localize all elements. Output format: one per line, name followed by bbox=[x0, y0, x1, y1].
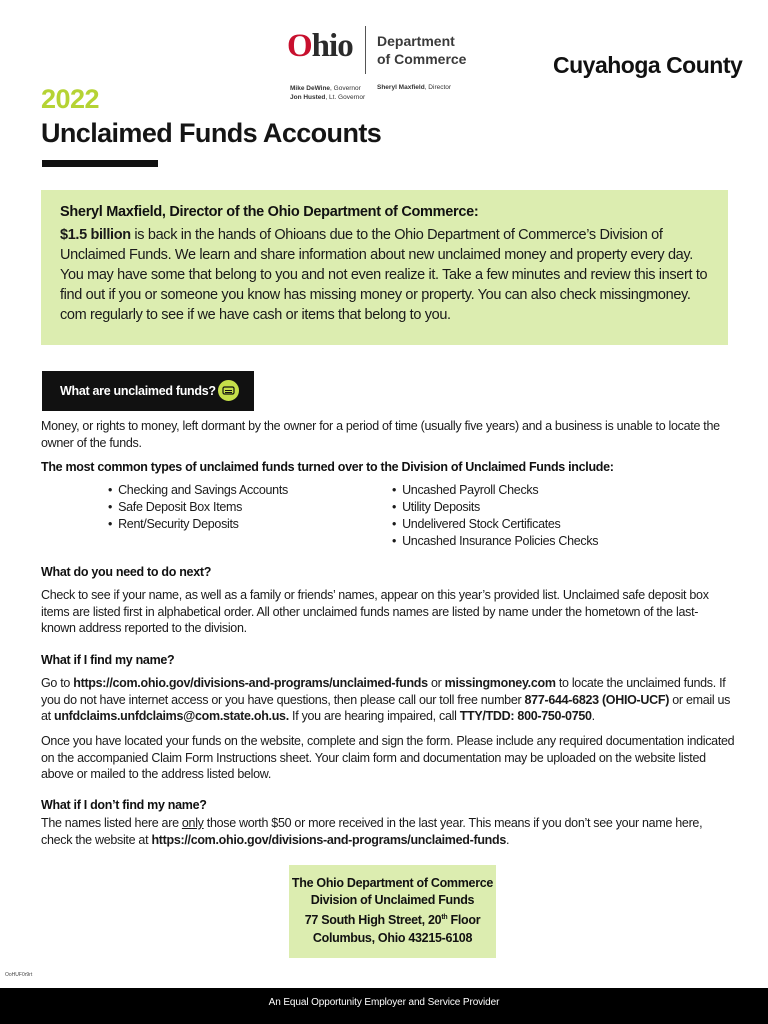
list-item: • Rent/Security Deposits bbox=[108, 516, 288, 533]
find-text: or bbox=[427, 676, 445, 690]
email-address[interactable]: unfdclaims.unfdclaims@com.state.oh.us. bbox=[54, 709, 289, 723]
intro-body bbox=[60, 225, 708, 325]
types-list-left bbox=[108, 482, 288, 533]
lt-governor-name: Jon Husted bbox=[290, 94, 326, 101]
document-code: OoHUF0r9rt bbox=[5, 972, 33, 978]
not-find-text: . bbox=[505, 832, 510, 847]
director-name: Sheryl Maxfield bbox=[377, 84, 425, 91]
next-body: Check to see if your name, as well as a family or friends’ names, appear on this year’s provided list. Unclaimed safe deposit box items are listed first in alphabetical order. All other unclaimed funds names are listed by name under the hometown of the last-known address reported to the division. bbox=[41, 588, 709, 635]
footer-text: An Equal Opportunity Employer and Service Provider bbox=[268, 997, 500, 1008]
not-find-text: those worth $50 or more received in the last year. This means if you don’t see your name here, check the website at bbox=[41, 816, 703, 847]
definition-text: Money, or rights to money, left dormant by the owner for a period of time (usually five years) and a business is unable to locate the owner of the funds. bbox=[41, 419, 720, 450]
page-title: Unclaimed Funds Accounts bbox=[41, 118, 382, 148]
what-are-unclaimed-funds-label bbox=[42, 371, 254, 411]
officials-names bbox=[290, 84, 365, 102]
governor-name: Mike DeWine bbox=[290, 85, 331, 92]
find-text: If you are hearing impaired, call bbox=[288, 709, 460, 723]
intro-box bbox=[41, 190, 728, 345]
logo-dept-line2: of Commerce bbox=[377, 51, 467, 67]
find-text: . bbox=[591, 709, 595, 723]
address-ordinal: th bbox=[441, 914, 448, 922]
logo-dept-line1: Department bbox=[377, 33, 455, 49]
list-item: • Utility Deposits bbox=[392, 499, 598, 516]
address-line: Division of Unclaimed Funds bbox=[310, 893, 475, 908]
not-find-text: The names listed here are bbox=[41, 816, 182, 830]
director-role: , Director bbox=[424, 84, 452, 91]
types-heading: The most common types of unclaimed funds turned over to the Division of Unclaimed Funds include: bbox=[41, 460, 614, 474]
county-name: Cuyahoga County bbox=[553, 52, 743, 78]
address-floor: Floor bbox=[447, 913, 481, 928]
list-item: • Safe Deposit Box Items bbox=[108, 499, 288, 516]
governor-role: , Governor bbox=[330, 85, 361, 92]
address-line: The Ohio Department of Commerce bbox=[291, 876, 494, 890]
money-bag-icon-glyph bbox=[222, 384, 235, 397]
section-label-text: What are unclaimed funds? bbox=[60, 384, 216, 398]
title-underline bbox=[42, 160, 158, 167]
address-street: 77 South High Street, 20 bbox=[304, 913, 442, 928]
address-line bbox=[289, 909, 496, 929]
find-text: to locate the unclaimed funds. If you do not have internet access or you have questions, then please call our toll free number bbox=[41, 676, 726, 707]
lt-governor-role: , Lt. Governor bbox=[325, 94, 366, 101]
find-para2: Once you have located your funds on the website, complete and sign the form. Please include any required documentation indicated on the accompanied Claim Form Instructions sheet. Your claim form and documentation may be uploaded on the website listed above or mailed to the address listed below. bbox=[41, 734, 735, 781]
next-heading: What do you need to do next? bbox=[41, 565, 212, 579]
logo-divider bbox=[365, 26, 366, 74]
list-item: • Uncashed Payroll Checks bbox=[392, 482, 598, 499]
ohio-logo-o: O bbox=[287, 28, 312, 64]
website-link[interactable]: https://com.ohio.gov/divisions-and-programs/unclaimed-funds bbox=[151, 832, 506, 847]
intro-amount: $1.5 billion bbox=[60, 227, 131, 243]
list-item: • Uncashed Insurance Policies Checks bbox=[392, 533, 598, 550]
address-line: Columbus, Ohio 43215-6108 bbox=[312, 930, 473, 945]
unclaimed-funds-link[interactable]: https://com.ohio.gov/divisions-and-programs/unclaimed-funds bbox=[73, 676, 428, 690]
phone-number: 877-644-6823 (OHIO-UCF) bbox=[524, 692, 670, 707]
director-credit bbox=[377, 84, 451, 91]
tty-number: TTY/TDD: 800-750-0750 bbox=[459, 709, 592, 723]
not-find-heading: What if I don’t find my name? bbox=[41, 798, 207, 812]
ohio-logo bbox=[287, 28, 353, 65]
find-body bbox=[41, 675, 731, 725]
not-find-body bbox=[41, 815, 731, 848]
missingmoney-link[interactable]: missingmoney.com bbox=[444, 676, 556, 690]
ohio-logo-rest: hio bbox=[311, 28, 353, 64]
mailing-address-box bbox=[289, 865, 496, 958]
intro-body-text: is back in the hands of Ohioans due to the Ohio Department of Commerce’s Division of Unclaimed Funds. We learn and share information about new unclaimed money and property every day. You may have some that belong to you and not even realize it. Take a few minutes and review this insert to find out if you or someone you know has missing money or property. You can also check missingmoney. com regularly to see if we have cash or items that belong to you. bbox=[60, 227, 708, 323]
footer-bar bbox=[0, 988, 768, 1024]
money-bag-icon bbox=[217, 379, 240, 402]
only-emphasis: only bbox=[181, 816, 204, 830]
year: 2022 bbox=[41, 84, 100, 114]
find-text: Go to bbox=[41, 676, 74, 690]
types-list-right bbox=[392, 482, 598, 550]
logo-department-text bbox=[377, 32, 466, 68]
intro-heading: Sheryl Maxfield, Director of the Ohio Department of Commerce: bbox=[60, 204, 479, 220]
find-heading: What if I find my name? bbox=[41, 653, 175, 667]
list-item: • Undelivered Stock Certificates bbox=[392, 516, 598, 533]
list-item: • Checking and Savings Accounts bbox=[108, 482, 288, 499]
find-text: or email us at bbox=[41, 692, 731, 723]
